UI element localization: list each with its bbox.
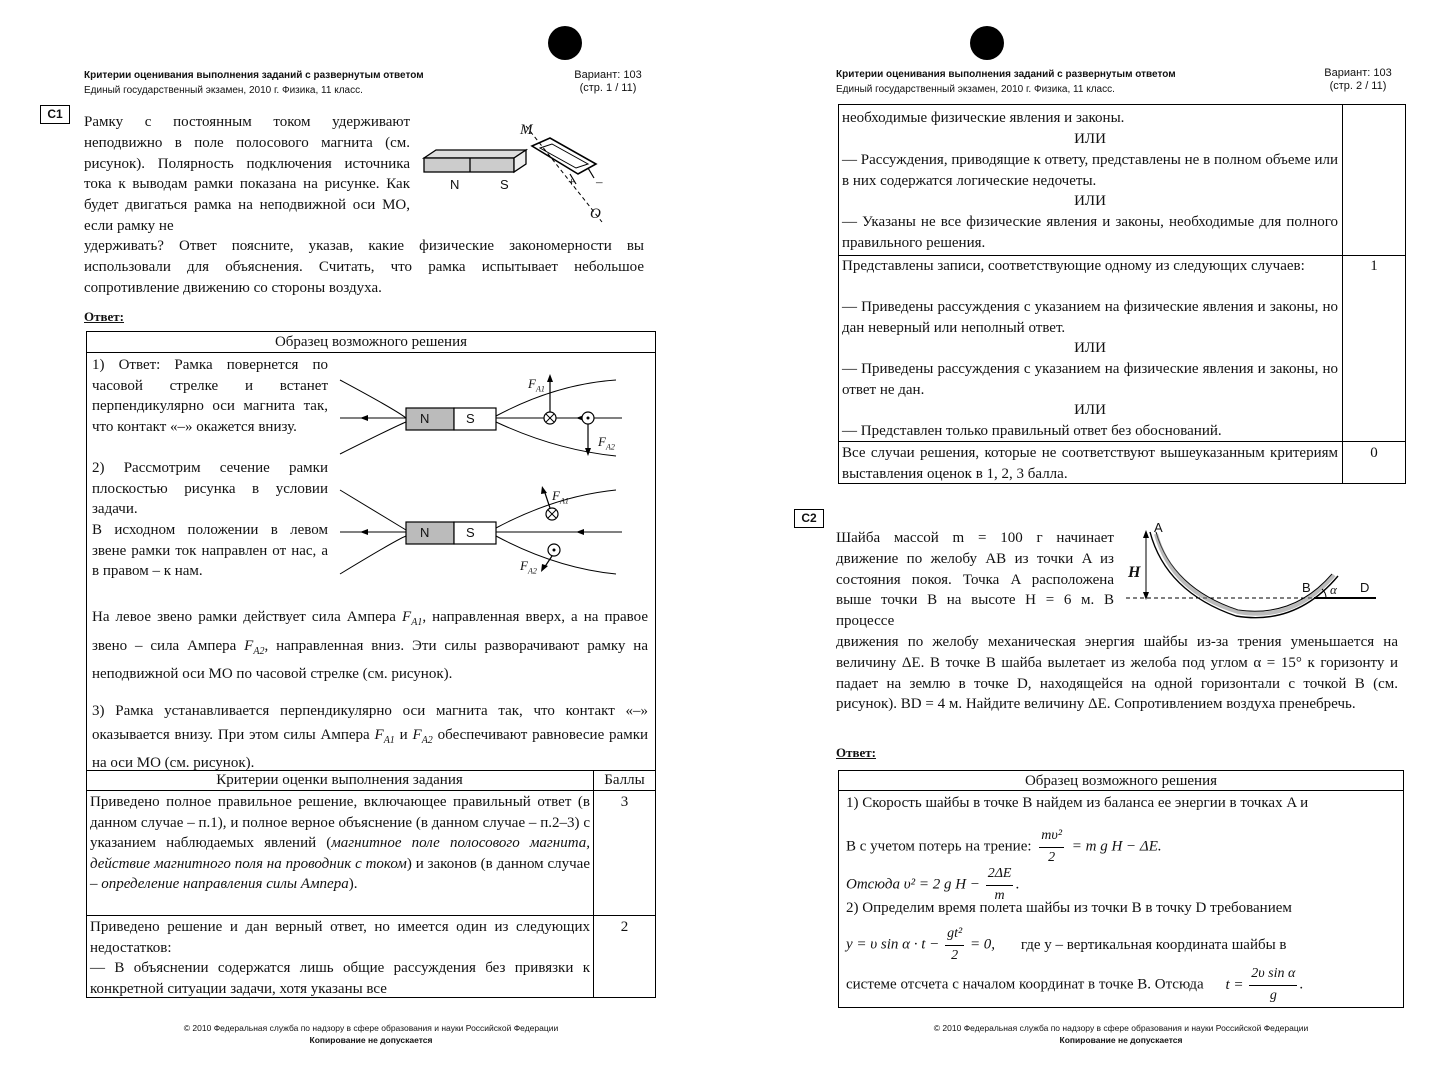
solution-step-2: 2) Рассмотрим сечение рамки плоскостью рисунка в условии задачи.: [92, 460, 328, 518]
magnet-s-top: S: [466, 411, 475, 426]
task-text-top: Рамку с постоянным током удерживают неподвижно в поле полосового магнита (см. рисунок). Полярность подключения источника тока к выводам рамки показана на рисунке. Как будет двигаться рамка на неподвижной оси MO, если рамку не: [84, 114, 410, 234]
magnet-n-bottom: N: [420, 525, 430, 540]
label-n: N: [450, 177, 460, 192]
footer: © 2010 Федеральная служба по надзору в сфере образования и науки Российской Федерации Копирование не допускается: [933, 1023, 1309, 1045]
point-a: A: [1154, 520, 1163, 535]
angle-alpha: α: [1330, 582, 1337, 597]
criterion-1-case-a: — Приведены рассуждения с указанием на физические явления и законы, но дан неверный или неполный ответ.: [842, 299, 1338, 336]
criterion-1-case-b: — Приведены рассуждения с указанием на физические явления и законы, но ответ не дан.: [842, 361, 1338, 398]
criterion-0-points: 0: [1370, 445, 1378, 461]
criterion-1-points: 1: [1370, 258, 1378, 274]
solution-step-2b: В исходном положении в левом звене рамки ток направлен от нас, а в правом – к нам.: [92, 522, 328, 580]
solution-step-3: 3) Рамка устанавливается перпендикулярно оси магнита так, что контакт «–» оказывается внизу. При этом силы Ампера $F_{A1}$ и $F_{A2}$ обеспечивают равновесие рамки на оси MO (см. рисунок).: [92, 703, 649, 771]
right-page: [728, 0, 1456, 1066]
criterion-1-case-c: — Представлен только правильный ответ без обоснований.: [842, 423, 1222, 439]
solution-header: Образец возможного решения: [274, 334, 468, 350]
force-a1-label-bottom: $F_{A1}$: [552, 488, 569, 506]
task-label: C1: [40, 105, 70, 124]
criterion-2-text: Приведено решение и дан верный ответ, но имеется один из следующих недостатков: — В объяснении содержатся лишь общие рассуждения без привязки к конкретной ситуации задачи, хотя указаны все: [90, 919, 590, 997]
criterion-0-text: Все случаи решения, которые не соответствуют вышеуказанным критериям выставления оценок в 1, 2, 3 балла.: [842, 445, 1338, 482]
variant-info: [560, 69, 656, 95]
page-number: (стр. 1 / 11): [579, 82, 637, 94]
header-title: Критерии оценивания выполнения заданий с развернутым ответом: [836, 69, 1176, 80]
header-title: Критерии оценивания выполнения заданий с развернутым ответом: [84, 70, 424, 81]
height-h: H: [1128, 564, 1141, 581]
force-a2-label-bottom: $F_{A2}$: [520, 558, 537, 576]
label-m: M: [520, 122, 533, 138]
c2-text-bottom: движения по желобу механическая энергия шайбы из-за трения уменьшается на величину ΔE. В точке B шайба вылетает из желоба под углом α = 15° к горизонту и падает на землю в точке D, находящейся на одной горизонтали с точкой B (см. рисунок). BD = 4 м. Найдите величину ΔE. Сопротивлением воздуха пренебречь.: [836, 634, 1398, 713]
force-a2-label-top: $F_{A2}$: [598, 434, 615, 452]
c2-trough-figure: [1126, 522, 1386, 622]
solution-header: Образец возможного решения: [1024, 773, 1218, 789]
force-a1-label-top: $F_{A1}$: [528, 376, 545, 394]
criterion-2-points: 2: [620, 919, 629, 935]
or-3: ИЛИ: [1074, 340, 1106, 356]
solution-step-1: 1) Скорость шайбы в точке B найдем из баланса ее энергии в точках A и: [846, 795, 1309, 811]
solution-ampere-text: На левое звено рамки действует сила Ампера $F_{A1}$, направленная вверх, а на правое звено – сила Ампера $F_{A2}$, направленная вниз. Эти силы разворачивают рамку на неподвижной оси MO по часовой стрелке (см. рисунок).: [92, 609, 649, 682]
field-diagram-top: [336, 370, 626, 460]
variant-info: [1310, 67, 1406, 93]
solution-equation: y = υ sin α · t − $\frac{\text{gt²}}{2}$ = 0, где y – вертикальная координата шайбы в: [846, 926, 1287, 963]
magnet-s-bottom: S: [466, 525, 475, 540]
point-d: D: [1360, 580, 1370, 595]
or-4: ИЛИ: [1074, 402, 1106, 418]
magnet-n-top: N: [420, 411, 430, 426]
cont-line-3: — Указаны не все физические явления и законы, необходимые для полного правильного решения.: [842, 214, 1338, 251]
c2-text-top: Шайба массой m = 100 г начинает движение по желобу AB из точки A из состояния покоя. Точка A расположена выше точки B на высоте H = 6 м. В процессе: [836, 530, 1114, 630]
label-o: O: [590, 206, 601, 222]
solution-time: системе отсчета с началом координат в точке B. Отсюда t = $\frac{\text{2υ sin α}}{g}$ .: [846, 966, 1304, 1003]
field-diagram-bottom: [336, 484, 626, 580]
or-2: ИЛИ: [1074, 193, 1106, 209]
footer: © 2010 Федеральная служба по надзору в сфере образования и науки Российской Федерации Копирование не допускается: [183, 1023, 559, 1045]
label-s: S: [500, 177, 509, 192]
cont-line-1: необходимые физические явления и законы.: [842, 110, 1125, 126]
criterion-1-intro: Представлены записи, соответствующие одному из следующих случаев:: [842, 258, 1305, 274]
task-label: C2: [794, 509, 824, 528]
header-subtitle: Единый государственный экзамен, 2010 г. Физика, 11 класс.: [836, 84, 1115, 95]
criterion-3-points: 3: [620, 794, 629, 810]
punch-hole: [970, 26, 1004, 60]
criterion-3-text: Приведено полное правильное решение, включающее правильный ответ (в данном случае – п.1), и полное верное объяснение (в данном случае – п.2–3) с указанием наблюдаемых явлений (магнитное поле полосового магнита, действие магнитного поля на проводник с током) и законов (в данном случае – определение направления силы Ампера).: [90, 794, 591, 893]
solution-step-2: 2) Определим время полета шайбы из точки B в точку D требованием: [846, 900, 1292, 916]
answer-label: Ответ:: [836, 745, 877, 760]
page-number: (стр. 2 / 11): [1329, 80, 1387, 92]
task-text-bottom: удерживать? Ответ поясните, указав, какие физические закономерности вы использовали для объяснения. Считать, что рамка испытывает небольшое сопротивление движению со стороны воздуха.: [84, 238, 644, 296]
answer-label: Ответ:: [84, 309, 125, 324]
or-1: ИЛИ: [1074, 131, 1106, 147]
points-header: Баллы: [604, 772, 645, 788]
label-minus: –: [596, 174, 603, 189]
label-plus: +: [568, 174, 576, 189]
solution-velocity: Отсюда υ² = 2 g H − $\frac{2\Delta E}{m}$ .: [846, 866, 1020, 903]
solution-step-1: 1) Ответ: Рамка повернется по часовой стрелке и встанет перпендикулярно оси магнита так, что контакт «–» окажется внизу.: [92, 357, 328, 435]
cont-line-2: — Рассуждения, приводящие к ответу, представлены не в полном объеме или в них содержатся логические недочеты.: [842, 152, 1338, 189]
header-subtitle: Единый государственный экзамен, 2010 г. Физика, 11 класс.: [84, 85, 363, 96]
punch-hole: [548, 26, 582, 60]
criteria-header: Критерии оценки выполнения задания: [216, 772, 463, 788]
solution-step-1b: B с учетом потерь на трение: $\frac{\text{mυ²}}{2}$ = m g H − ΔE.: [846, 828, 1162, 865]
variant-label: Вариант: 103: [1324, 67, 1392, 79]
point-b: B: [1302, 580, 1311, 595]
variant-label: Вариант: 103: [574, 69, 642, 81]
